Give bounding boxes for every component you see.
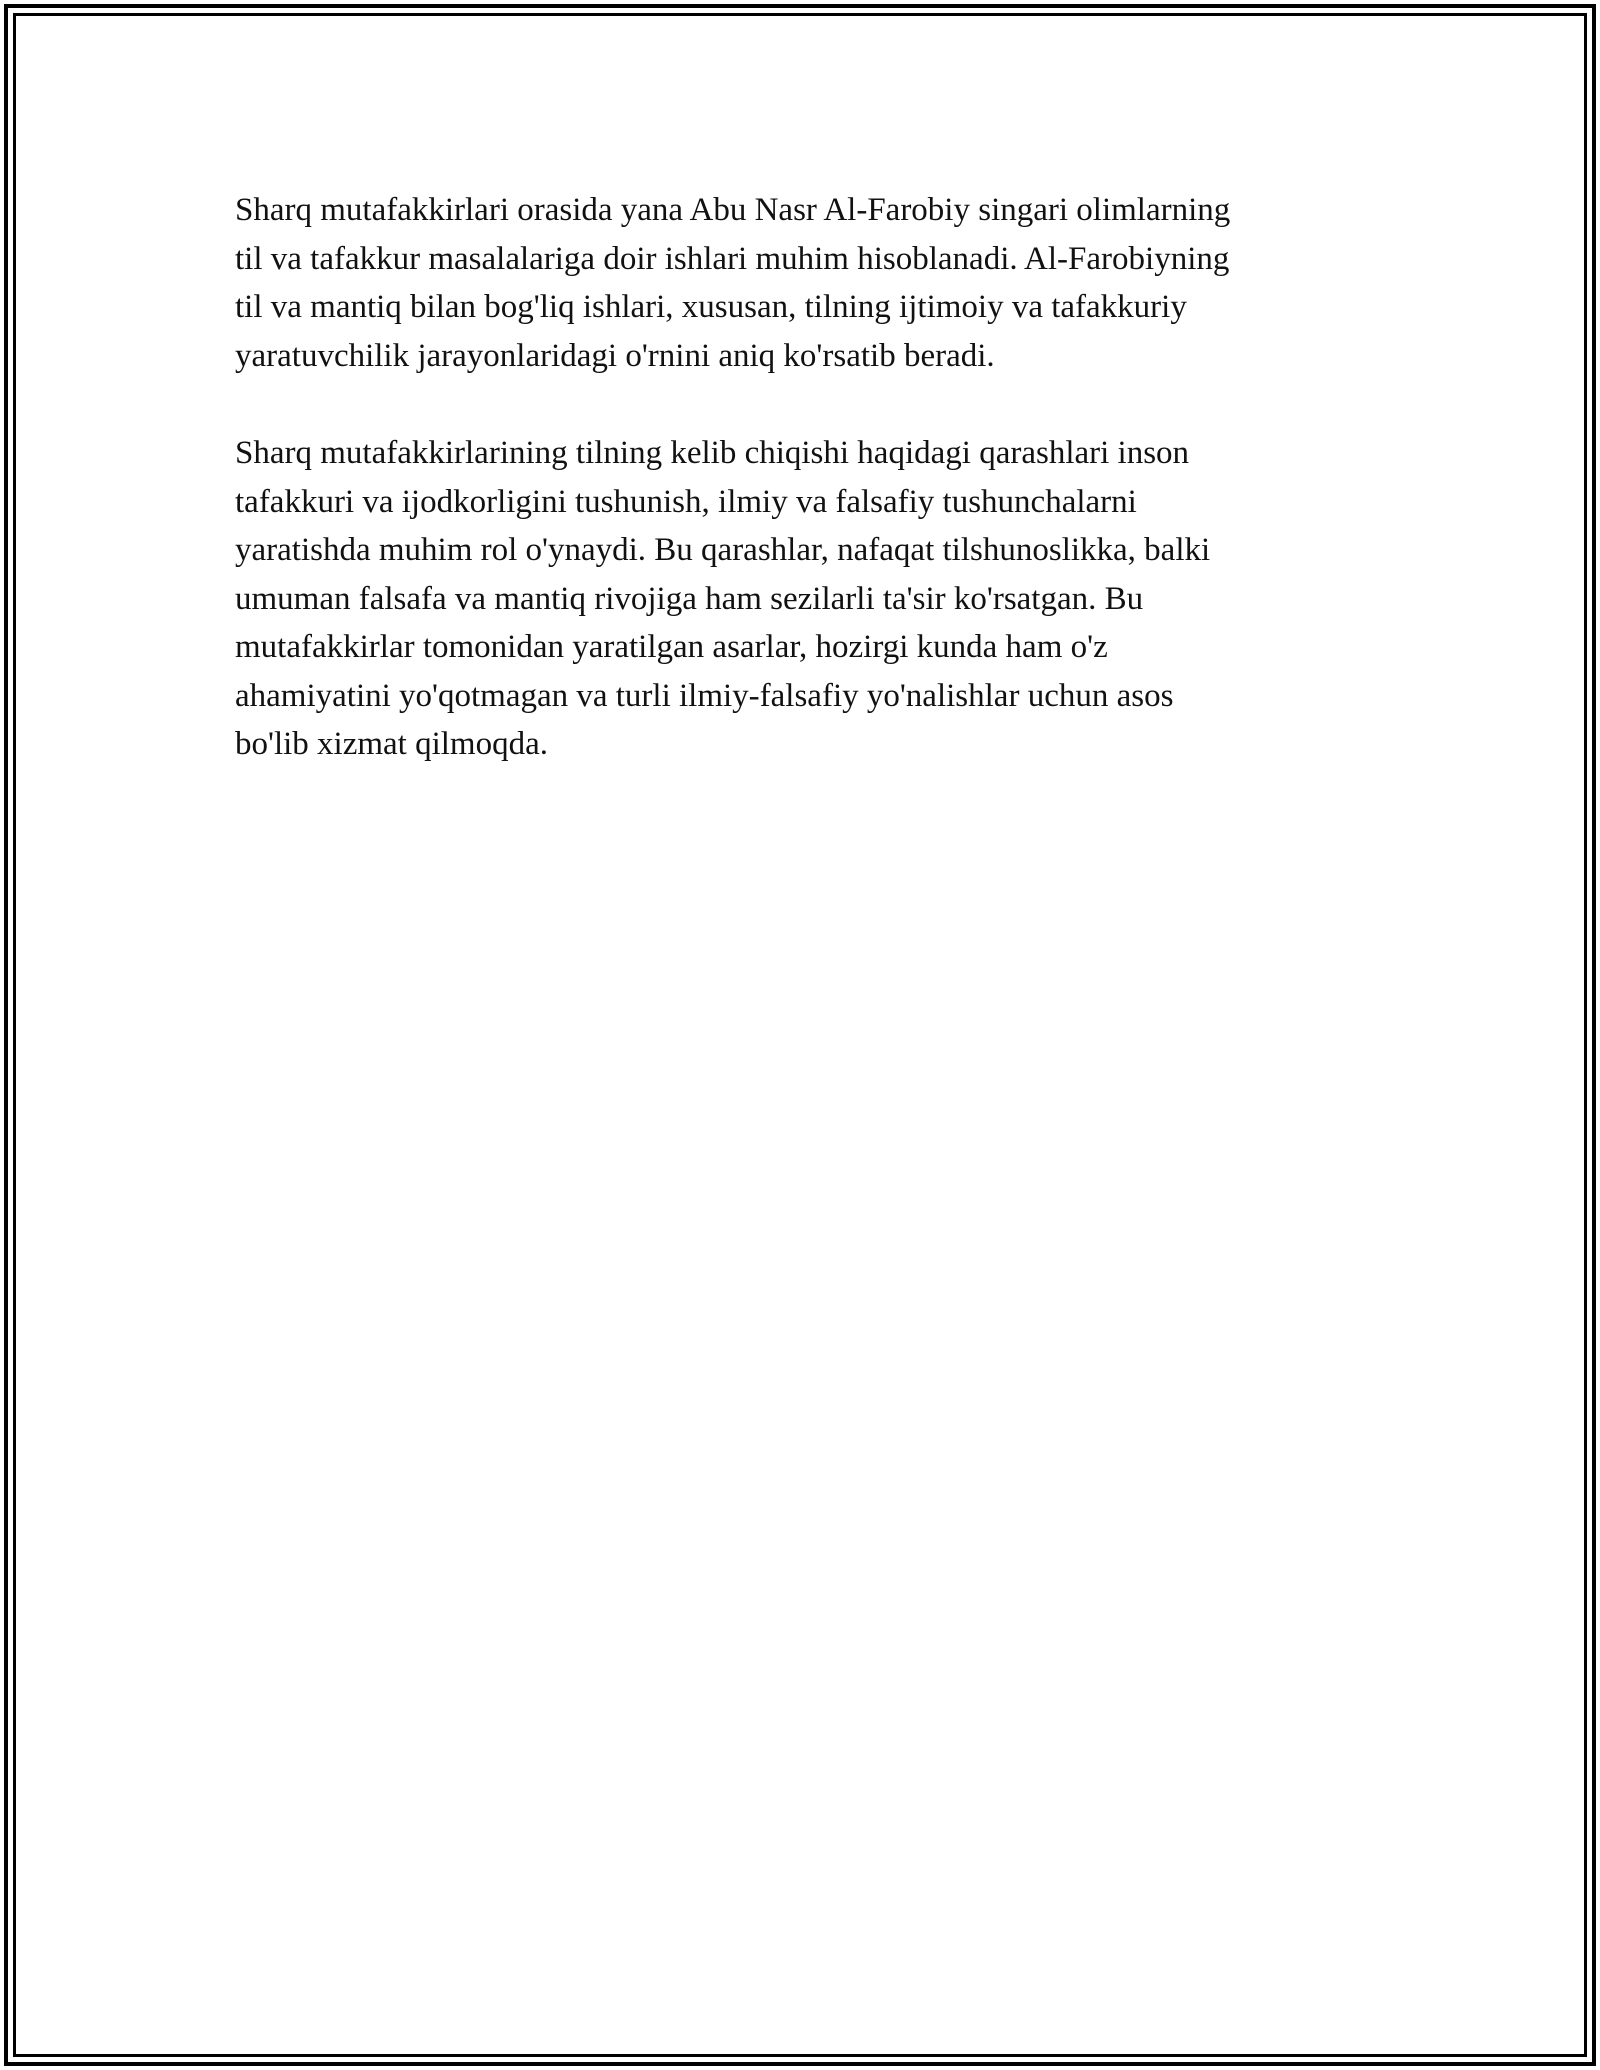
paragraph-1-line-2: til va tafakkur masalalariga doir ishlari muhim hisoblanadi. Al-Farobiyning (235, 240, 1230, 277)
paragraph-1-line-3: til va mantiq bilan bog'liq ishlari, xususan, tilning ijtimoiy va tafakkuriy (235, 289, 1187, 325)
paragraph-2-line-3: yaratishda muhim rol o'ynaydi. Bu qarashlar, nafaqat tilshunoslikka, balki (235, 532, 1211, 568)
paragraph-2-line-2: tafakkuri va ijodkorligini tushunish, ilmiy va falsafiy tushunchalarni (235, 483, 1137, 520)
paragraph-2 (235, 429, 1365, 769)
paragraph-2-line-4: umuman falsafa va mantiq rivojiga ham sezilarli ta'sir ko'rsatgan. Bu (235, 580, 1144, 617)
paragraph-2-line-1: Sharq mutafakkirlarining tilning kelib chiqishi haqidagi qarashlari inson (235, 435, 1190, 471)
paragraph-2-line-6: ahamiyatini yo'qotmagan va turli ilmiy-falsafiy yo'nalishlar uchun asos (235, 677, 1174, 714)
paragraph-1-line-4: yaratuvchilik jarayonlaridagi o'rnini aniq ko'rsatib beradi. (235, 337, 995, 374)
paragraph-1 (235, 186, 1365, 380)
paragraph-2-line-7: bo'lib xizmat qilmoqda. (235, 726, 548, 762)
paragraph-2-line-5: mutafakkirlar tomonidan yaratilgan asarlar, hozirgi kunda ham o'z (235, 629, 1108, 665)
document-body (235, 186, 1365, 818)
paragraph-1-line-1: Sharq mutafakkirlari orasida yana Abu Nasr Al-Farobiy singari olimlarning (235, 192, 1231, 228)
